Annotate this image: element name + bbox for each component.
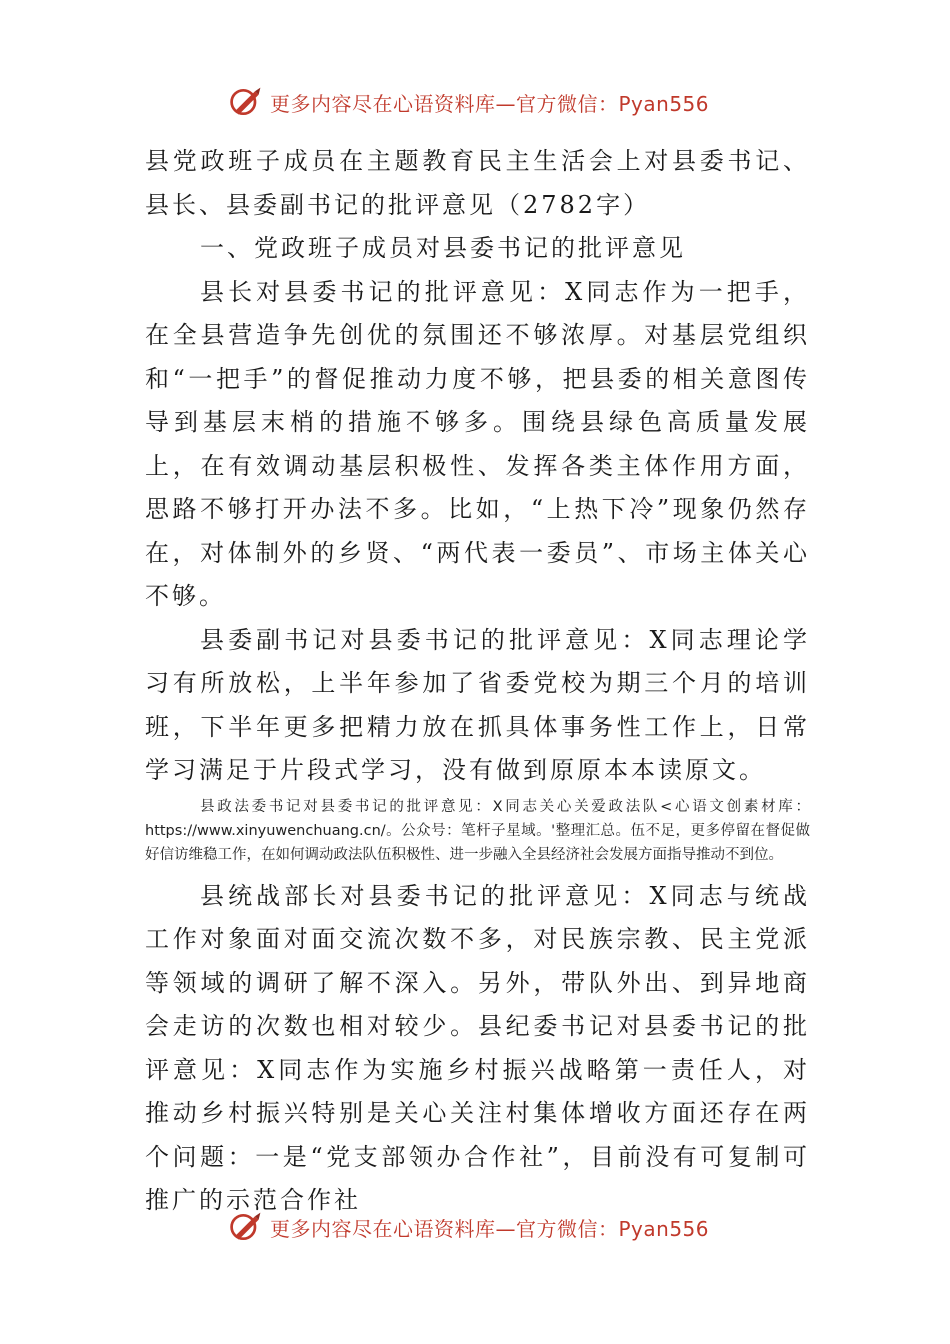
paragraph-deputy-secretary: 县委副书记对县委书记的批评意见：X同志理论学习有所放松，上半年参加了省委党校为期三个月的培训班，下半年更多把精力放在抓具体事务性工作上，日常学习满足于片段式学习，没有做到原原本本读原文。 — [145, 625, 810, 784]
paragraph-political-legal: 县政法委书记对县委书记的批评意见：X同志关心关爱政法队<心语文创素材库：https://www.xinyuwenchuang.cn/。公众号：笔杆子星域。'整理汇总。伍不足，更多停留在督促做好信访维稳工作，在如何调动政法队伍积极性、进一步融入全县经济社会发展方面指导推动不到位。 — [145, 798, 810, 863]
header-banner — [228, 82, 728, 122]
section-heading: 一、党政班子成员对县委书记的批评意见 — [200, 234, 686, 262]
banner-text: 更多内容尽在心语资料库—官方微信：Pyan556 — [270, 1216, 710, 1241]
paragraph-county-head: 县长对县委书记的批评意见：X同志作为一把手，在全县营造争先创优的氛围还不够浓厚。对基层党组织和“一把手”的督促推动力度不够，把县委的相关意图传导到基层末梢的措施不够多。围绕县绿色高质量发展上，在有效调动基层积极性、发挥各类主体作用方面，思路不够打开办法不多。比如，“上热下冷”现象仍然存在，对体制外的乡贤、“两代表一委员”、市场主体关心不够。 — [145, 277, 810, 610]
document-body — [145, 140, 810, 1223]
pen-logo-icon — [228, 84, 264, 120]
pen-logo-icon — [228, 1209, 264, 1245]
banner-text: 更多内容尽在心语资料库—官方微信：Pyan556 — [270, 91, 710, 116]
document-title: 县党政班子成员在主题教育民主生活会上对县委书记、县长、县委副书记的批评意见（2782字） — [145, 147, 810, 219]
paragraph-united-front: 县统战部长对县委书记的批评意见：X同志与统战工作对象面对面交流次数不多，对民族宗教、民主党派等领域的调研了解不深入。另外，带队外出、到异地商会走访的次数也相对较少。县纪委书记对县委书记的批评意见：X同志作为实施乡村振兴战略第一责任人，对推动乡村振兴特别是关心关注村集体增收方面还存在两个问题：一是“党支部领办合作社”，目前没有可复制可推广的示范合作社 — [145, 881, 810, 1214]
footer-banner — [228, 1207, 728, 1247]
